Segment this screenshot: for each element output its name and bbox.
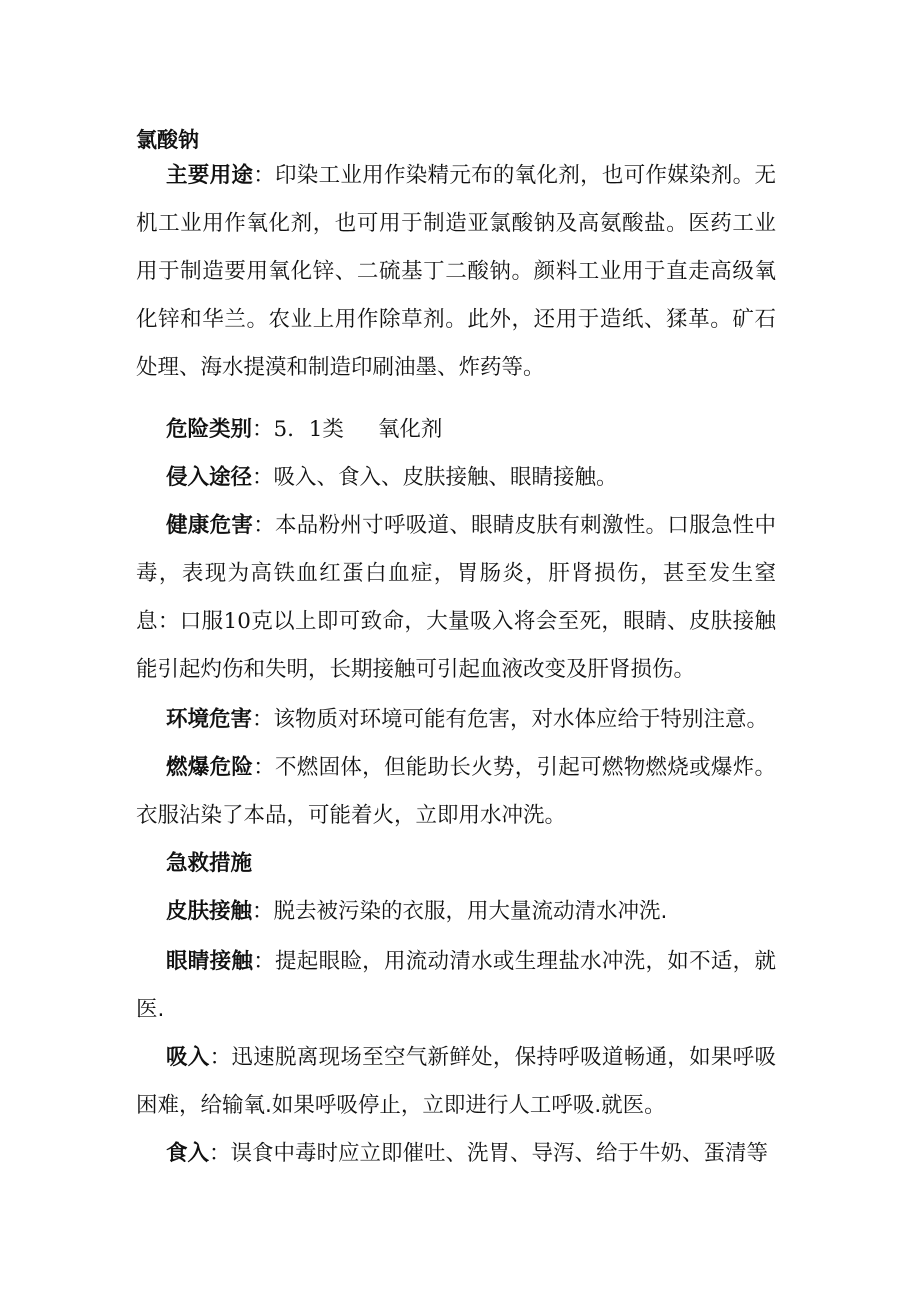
environment-label: 环境危害 bbox=[166, 707, 253, 732]
entry-route-separator: ： bbox=[252, 465, 274, 490]
inhale-paragraph bbox=[136, 1034, 776, 1130]
first-aid-heading bbox=[136, 840, 776, 888]
entry-route-label: 侵入途径 bbox=[166, 465, 253, 490]
environment-separator: ： bbox=[252, 707, 274, 732]
ingest-paragraph bbox=[136, 1130, 776, 1178]
first-aid-label: 急救措施 bbox=[166, 851, 253, 876]
hazard-class-separator: ： bbox=[252, 417, 274, 442]
health-paragraph bbox=[136, 502, 776, 694]
health-text-2: 克以上即可致命，大量吸入将会至死，眼睛、皮肤接触能引起灼伤和失明，长期接触可引起血液改变及肝肾损伤。 bbox=[136, 609, 776, 682]
environment-text: 该物质对环境可能有危害，对水体应给于特别注意。 bbox=[273, 707, 769, 732]
skin-label: 皮肤接触 bbox=[166, 899, 253, 924]
entry-route-paragraph bbox=[136, 454, 776, 502]
usage-separator: ： bbox=[253, 163, 275, 188]
skin-paragraph bbox=[136, 888, 776, 936]
eye-separator: ： bbox=[253, 949, 275, 974]
environment-paragraph bbox=[136, 696, 776, 744]
health-number: 10 bbox=[223, 609, 251, 634]
fire-separator: ： bbox=[253, 755, 275, 780]
usage-text: 印染工业用作染精元布的氧化剂，也可作媒染剂。无机工业用作氧化剂，也可用于制造亚氯酸钠及高氨酸盐。医药工业用于制造要用氧化锌、二硫基丁二酸钠。颜料工业用于直走高级氧化锌和华兰。农业上用作除草剂。此外，还用于造纸、猱革。矿石处理、海水提漠和制造印刷油墨、炸药等。 bbox=[136, 163, 776, 380]
hazard-class-label: 危险类别 bbox=[166, 417, 253, 442]
skin-text: 脱去被污染的衣服，用大量流动清水冲洗. bbox=[273, 899, 668, 924]
health-label: 健康危害 bbox=[166, 513, 254, 538]
inhale-label: 吸入 bbox=[166, 1045, 210, 1070]
eye-text: 提起眼睑，用流动清水或生理盐水冲洗，如不适，就医. bbox=[136, 949, 776, 1022]
inhale-text: 迅速脱离现场至空气新鲜处，保持呼吸道畅通，如果呼吸困难，给输氧.如果呼吸停止，立即进行人工呼吸.就医。 bbox=[136, 1045, 776, 1118]
ingest-text: 误食中毒时应立即催吐、洗胃、导泻、给于牛奶、蛋清等 bbox=[230, 1141, 769, 1166]
entry-route-text: 吸入、食入、皮肤接触、眼睛接触。 bbox=[273, 465, 618, 490]
inhale-separator: ： bbox=[209, 1045, 232, 1070]
ingest-separator: ： bbox=[209, 1141, 231, 1166]
usage-paragraph bbox=[136, 152, 776, 392]
fire-paragraph bbox=[136, 744, 776, 840]
document-title: 氯酸钠 bbox=[136, 128, 199, 152]
hazard-class-number: 5．1 bbox=[273, 417, 323, 442]
hazard-class-type: 氧化剂 bbox=[377, 417, 443, 442]
eye-paragraph bbox=[136, 938, 776, 1034]
fire-text: 不燃固体，但能助长火势，引起可燃物燃烧或爆炸。衣服沾染了本品，可能着火，立即用水冲洗。 bbox=[136, 755, 776, 828]
usage-label: 主要用途 bbox=[166, 163, 254, 188]
ingest-label: 食入 bbox=[166, 1141, 210, 1166]
health-text-1: 本品粉州寸呼吸道、眼睛皮肤有刺激性。口服急性中毒，表现为高铁血红蛋白血症，胃肠炎，肝肾损伤，甚至发生窒息：口服 bbox=[136, 513, 776, 634]
hazard-class-unit: 类 bbox=[322, 417, 344, 442]
eye-label: 眼睛接触 bbox=[166, 949, 254, 974]
fire-label: 燃爆危险 bbox=[166, 755, 254, 780]
hazard-class-paragraph bbox=[136, 406, 776, 454]
skin-separator: ： bbox=[252, 899, 274, 924]
health-separator: ： bbox=[253, 513, 275, 538]
